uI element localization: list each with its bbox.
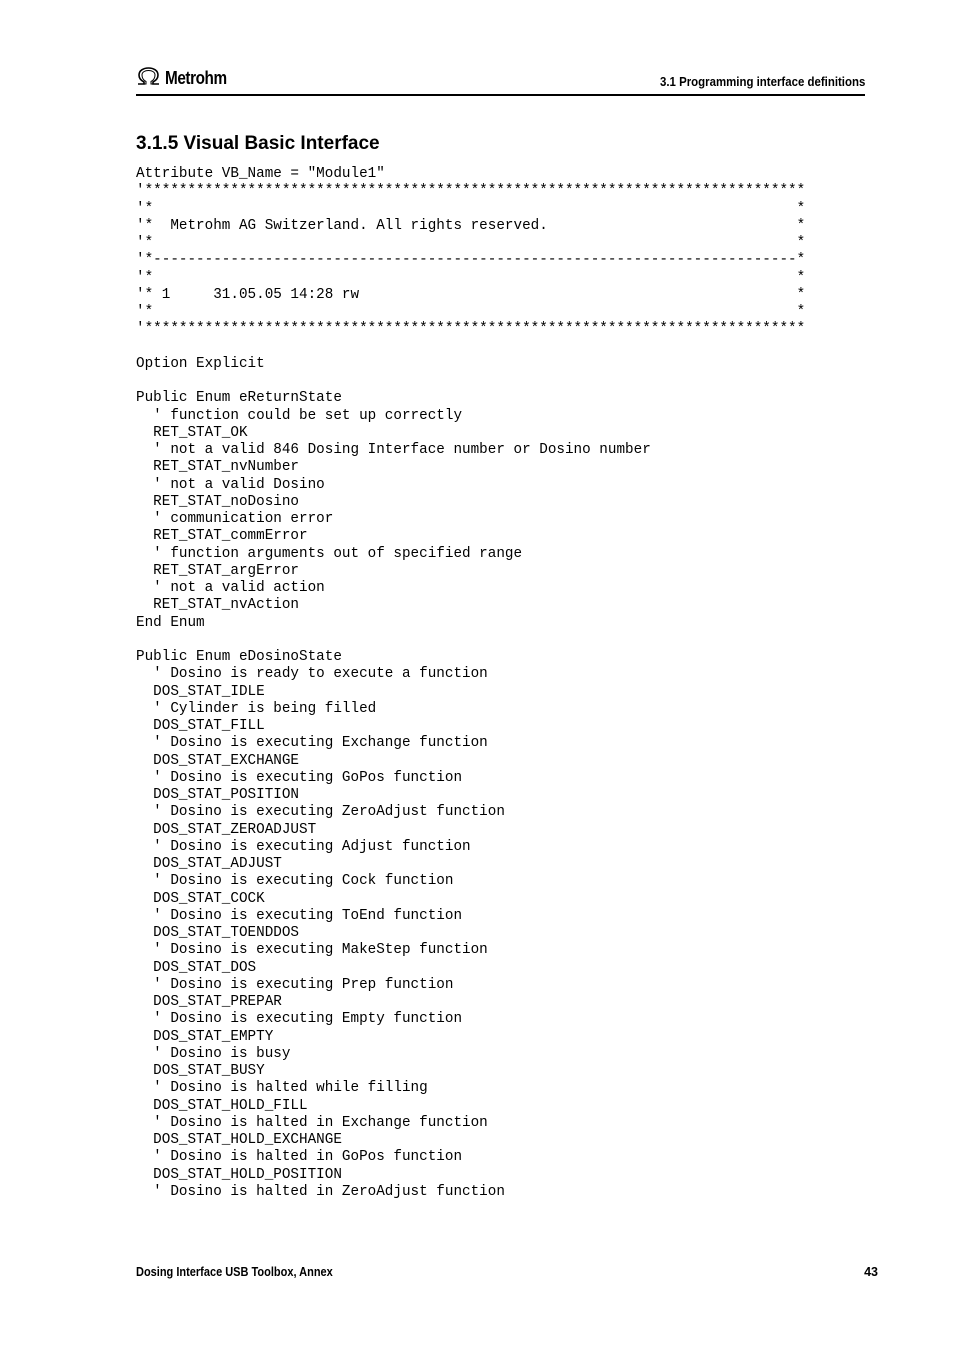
page-number: 43: [864, 1265, 878, 1279]
code-line: RET_STAT_noDosino: [136, 493, 300, 510]
code-line: ' Dosino is busy: [136, 1045, 291, 1062]
code-line: '*****************************************************************************: [136, 183, 806, 200]
omega-logo-icon: [136, 66, 161, 91]
code-line: Public Enum eReturnState: [136, 390, 342, 407]
code-line: DOS_STAT_FILL: [136, 718, 265, 734]
code-line: ' not a valid Dosino: [136, 476, 325, 493]
code-line: DOS_STAT_IDLE: [136, 683, 265, 700]
code-line: ' Dosino is executing Cock function: [136, 873, 454, 890]
code-line: Attribute VB_Name = "Module1": [136, 166, 385, 182]
code-line: DOS_STAT_PREPAR: [136, 994, 282, 1010]
code-line: DOS_STAT_EMPTY: [136, 1028, 274, 1045]
code-line: ' Dosino is executing MakeStep function: [136, 942, 488, 959]
code-line: '* *: [136, 304, 806, 320]
code-line: '*****************************************************************************: [136, 321, 806, 338]
code-line: ' Dosino is executing ZeroAdjust function: [136, 804, 505, 821]
code-line: Option Explicit: [136, 355, 265, 372]
code-line: DOS_STAT_TOENDDOS: [136, 925, 300, 941]
code-line: RET_STAT_nvNumber: [136, 459, 300, 476]
code-line: Public Enum eDosinoState: [136, 649, 342, 665]
code-line: DOS_STAT_EXCHANGE: [136, 752, 300, 769]
brand-logo: [136, 66, 238, 90]
section-reference: 3.1 Programming interface definitions: [659, 74, 865, 89]
code-line: DOS_STAT_COCK: [136, 890, 265, 907]
code-line: DOS_STAT_HOLD_EXCHANGE: [136, 1132, 342, 1148]
code-line: '*---------------------------------------------------------------------------*: [136, 252, 806, 269]
code-line: DOS_STAT_BUSY: [136, 1063, 265, 1079]
code-line: RET_STAT_nvAction: [136, 597, 300, 614]
code-line: '* *: [136, 200, 806, 217]
code-line: RET_STAT_argError: [136, 562, 300, 579]
code-line: '* *: [136, 235, 806, 251]
code-line: DOS_STAT_HOLD_FILL: [136, 1097, 308, 1114]
code-listing: [136, 166, 805, 1201]
code-line: DOS_STAT_DOS: [136, 959, 257, 976]
code-line: ' Dosino is executing Prep function: [136, 976, 454, 993]
brand-name: Metrohm: [165, 67, 227, 88]
page-header: [136, 66, 865, 96]
code-line: ' Dosino is executing Exchange function: [136, 735, 488, 752]
code-line: DOS_STAT_ZEROADJUST: [136, 821, 317, 838]
section-title: 3.1.5 Visual Basic Interface: [136, 133, 380, 154]
code-line: '* 1 31.05.05 14:28 rw *: [136, 286, 806, 303]
code-line: ' not a valid action: [136, 580, 325, 596]
code-line: '* Metrohm AG Switzerland. All rights reserved. *: [136, 217, 806, 234]
code-line: ' Dosino is executing GoPos function: [136, 769, 463, 786]
code-line: ' Cylinder is being filled: [136, 700, 377, 717]
code-line: ' Dosino is halted in ZeroAdjust function: [136, 1183, 505, 1200]
code-line: RET_STAT_OK: [136, 424, 248, 441]
code-line: ' communication error: [136, 511, 334, 527]
code-line: RET_STAT_commError: [136, 528, 308, 545]
code-line: ' not a valid 846 Dosing Interface number or Dosino number: [136, 442, 651, 458]
code-line: ' function could be set up correctly: [136, 407, 463, 424]
code-line: ' function arguments out of specified range: [136, 545, 523, 562]
code-line: ' Dosino is halted in GoPos function: [136, 1149, 463, 1166]
code-line: ' Dosino is halted in Exchange function: [136, 1114, 488, 1131]
code-line: ' Dosino is halted while filling: [136, 1080, 428, 1097]
code-line: ' Dosino is ready to execute a function: [136, 666, 488, 683]
code-line: '* *: [136, 269, 806, 286]
code-line: ' Dosino is executing Adjust function: [136, 838, 471, 855]
code-line: DOS_STAT_POSITION: [136, 787, 300, 803]
code-line: ' Dosino is executing Empty function: [136, 1011, 463, 1028]
code-line: ' Dosino is executing ToEnd function: [136, 907, 463, 924]
code-line: DOS_STAT_ADJUST: [136, 856, 282, 872]
code-line: End Enum: [136, 614, 205, 631]
code-line: DOS_STAT_HOLD_POSITION: [136, 1166, 342, 1183]
footer-doc-title: Dosing Interface USB Toolbox, Annex: [136, 1265, 333, 1279]
